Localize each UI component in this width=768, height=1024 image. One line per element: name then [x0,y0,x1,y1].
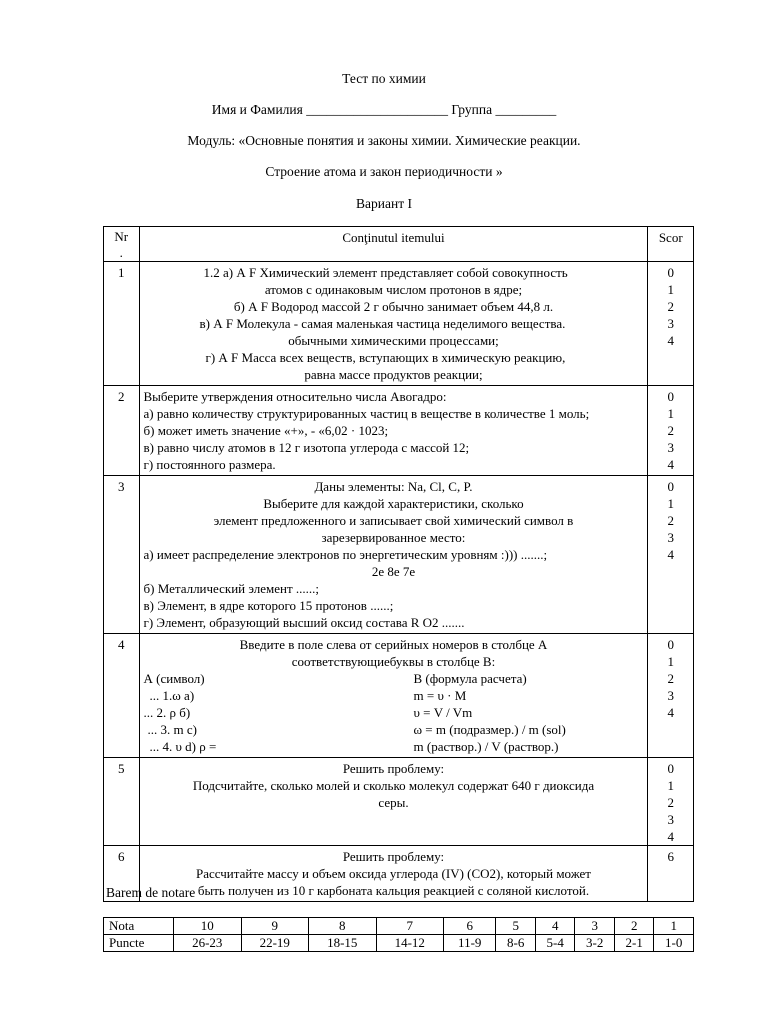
row-scores [648,262,694,386]
item-line: г) А F Масса всех веществ, вступающих в химическую реакцию, [205,350,566,365]
nota-cell: 10 [174,918,242,935]
nota-cell: 8 [309,918,377,935]
score-value: 4 [667,457,674,472]
row-nr: 5 [104,758,140,846]
puncte-cell: 1-0 [654,935,694,952]
column-b-item: ω = m (подразмер.) / m (sol) [413,722,566,737]
match-pair [144,670,644,687]
puncte-cell: 8-6 [496,935,536,952]
puncte-cell: 5-4 [535,935,575,952]
header-score: Scor [648,227,694,262]
item-line: равна массе продуктов реакции; [304,367,483,382]
puncte-cell: 11-9 [444,935,496,952]
puncte-cell: 26-23 [174,935,242,952]
nota-cell: 3 [575,918,615,935]
nota-cell: 5 [496,918,536,935]
score-value: 3 [667,688,674,703]
table-row [104,476,694,634]
item-line: Выберите для каждой характеристики, сколько [263,496,524,511]
row-scores [648,634,694,758]
row-content [139,476,648,634]
score-value: 2 [667,299,674,314]
item-line: а) равно количеству структурированных частиц в веществе в количестве 1 моль; [143,406,590,421]
nota-cell: 7 [376,918,444,935]
row-nr: 3 [104,476,140,634]
item-line: атомов с одинаковым числом протонов в ядре; [264,282,523,297]
row-nr: 6 [104,846,140,902]
row-scores [648,758,694,846]
puncte-cell: 18-15 [309,935,377,952]
column-b-item: m = υ · M [413,688,467,703]
score-value: 3 [667,316,674,331]
item-line: обычными химическими процессами; [288,333,499,348]
item-line: Даны элементы: Na, Cl, C, P. [314,479,473,494]
puncte-label: Puncte [104,935,174,952]
item-line: Введите в поле слева от серийных номеров в столбце А [239,637,548,652]
item-line: в) А F Молекула - самая маленькая частица неделимого вещества. [199,316,566,331]
match-pair [144,687,644,704]
row-content [139,634,648,758]
item-line: серы. [378,795,409,810]
row-nr: 2 [104,386,140,476]
item-line: соответствующиебуквы в столбце В: [291,654,496,669]
item-line: в) Элемент, в ядре которого 15 протонов ......; [143,598,394,613]
variant-label: Вариант I [356,196,412,211]
nota-label: Nota [104,918,174,935]
row-scores [648,386,694,476]
match-pair [144,721,644,738]
row-nr: 1 [104,262,140,386]
nota-cell: 2 [614,918,654,935]
score-value: 0 [667,637,674,652]
header-nr-text: Nr . [114,229,129,260]
row-content [139,758,648,846]
item-line: г) Элемент, образующий высший оксид состава R O2 ....... [143,615,465,630]
item-line: б) может иметь значение «+», - «6,02 · 1023; [143,423,389,438]
table-header-row [104,227,694,262]
barem-label: Barem de notare [106,885,196,900]
puncte-cell: 22-19 [241,935,309,952]
test-title: Тест по химии [342,71,426,86]
module-line-2: Строение атома и закон периодичности » [265,164,503,179]
score-value: 3 [667,440,674,455]
score-value: 4 [667,547,674,562]
score-value: 3 [667,530,674,545]
score-value: 4 [667,829,674,844]
match-pair [144,738,644,755]
column-a-item: ... 2. ρ б) [143,705,191,720]
item-line: 2е 8е 7е [371,564,416,579]
score-value: 0 [667,479,674,494]
item-line: в) равно числу атомов в 12 г изотопа углерода с массой 12; [143,440,470,455]
nota-row [104,918,694,935]
module-line: Модуль: «Основные понятия и законы химии. Химические реакции. [187,133,581,148]
item-line: Рассчитайте массу и объем оксида углерода (IV) (CO2), который может [195,866,591,881]
column-a-item: ... 4. υ d) ρ = [149,739,217,754]
item-line: быть получен из 10 г карбоната кальция реакцией с соляной кислотой. [197,883,590,898]
table-row [104,386,694,476]
item-line: Выберите утверждения относительно числа Авогадро: [143,389,447,404]
score-value: 1 [667,654,674,669]
item-line: Решить проблему: [342,761,445,776]
item-line: 1.2 а) А F Химический элемент представляет собой совокупность [203,265,568,280]
score-value: 4 [667,333,674,348]
header-content: Conţinutul itemului [139,227,648,262]
item-line: б) Металлический элемент ......; [143,581,319,596]
nota-cell: 9 [241,918,309,935]
score-value: 2 [667,795,674,810]
item-line: зарезервированное место: [321,530,466,545]
puncte-cell: 14-12 [376,935,444,952]
nota-cell: 1 [654,918,694,935]
item-line: г) постоянного размера. [143,457,276,472]
column-b-item: m (раствор.) / V (раствор.) [413,739,559,754]
nota-cell: 6 [444,918,496,935]
puncte-cell: 3-2 [575,935,615,952]
column-b-item: В (формула расчета) [413,671,527,686]
score-value: 1 [667,778,674,793]
row-scores [648,476,694,634]
column-b-item: υ = V / Vm [413,705,473,720]
score-value: 6 [667,849,674,864]
score-value: 0 [667,265,674,280]
grade-table [103,917,694,952]
item-line: элемент предложенного и записывает свой химический символ в [213,513,574,528]
puncte-cell: 2-1 [614,935,654,952]
table-row [104,758,694,846]
item-line: Подсчитайте, сколько молей и сколько молекул содержат 640 г диоксида [192,778,595,793]
score-value: 2 [667,513,674,528]
row-nr: 4 [104,634,140,758]
match-pair [144,704,644,721]
item-line: б) А F Водород массой 2 г обычно занимает объем 44,8 л. [233,299,554,314]
item-line: Решить проблему: [342,849,445,864]
score-value: 2 [667,671,674,686]
score-value: 1 [667,282,674,297]
name-group-line: Имя и Фамилия _____________________ Группа _________ [211,102,557,117]
nota-cell: 4 [535,918,575,935]
row-scores [648,846,694,902]
score-value: 1 [667,406,674,421]
score-value: 0 [667,761,674,776]
row-content [139,846,648,902]
row-content [139,262,648,386]
table-row [104,262,694,386]
score-value: 2 [667,423,674,438]
score-value: 0 [667,389,674,404]
puncte-row [104,935,694,952]
header-nr [104,227,140,262]
score-value: 4 [667,705,674,720]
column-a-item: ... 1.ω а) [149,688,195,703]
test-table [103,226,694,902]
score-value: 1 [667,496,674,511]
score-value: 3 [667,812,674,827]
row-content [139,386,648,476]
item-line: а) имеет распределение электронов по энергетическим уровням :))) .......; [143,547,548,562]
table-row [104,634,694,758]
column-a-item: А (символ) [143,671,205,686]
column-a-item: ... 3. m с) [147,722,197,737]
